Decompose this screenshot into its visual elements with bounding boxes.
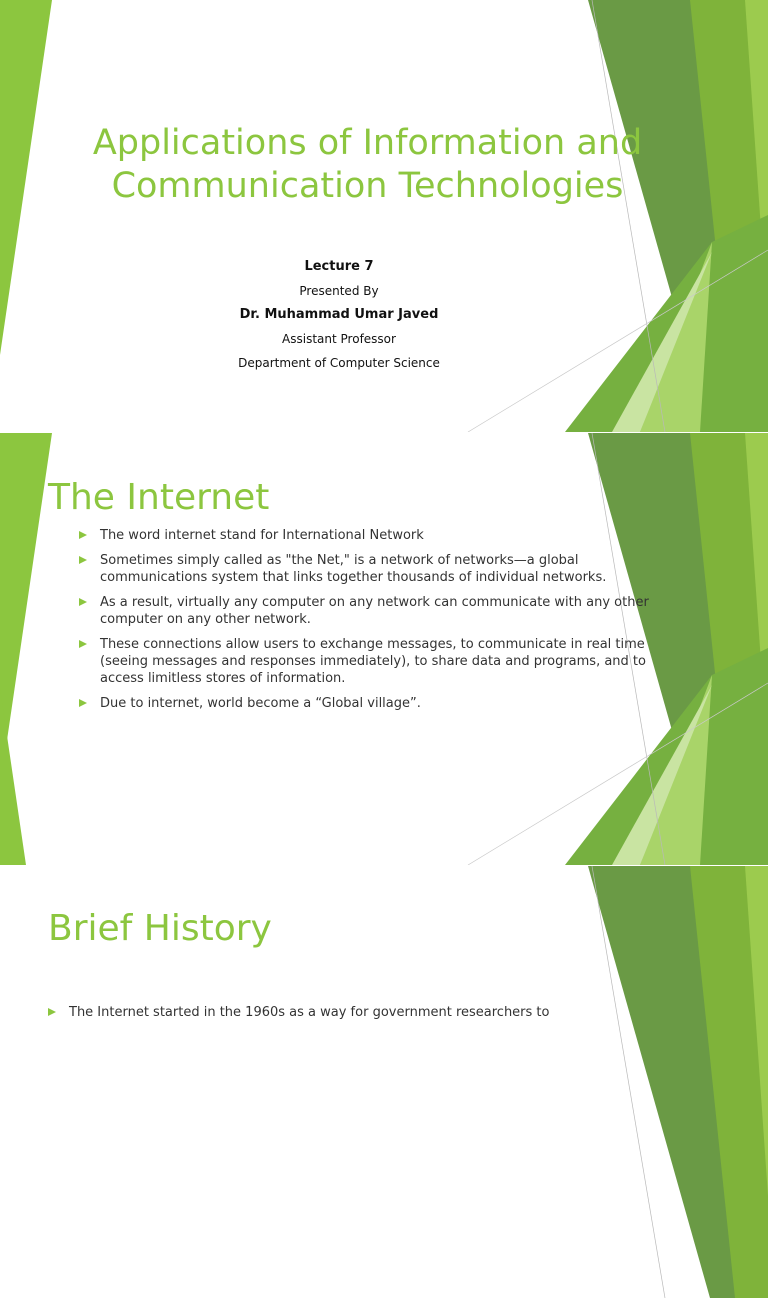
presenter-name: Dr. Muhammad Umar Javed <box>239 307 439 322</box>
slide-title: Applications of Information and Communication Technologies <box>92 123 643 206</box>
title-slide <box>0 0 768 432</box>
bullet-arrow-icon <box>79 531 87 539</box>
bullet-arrow-icon <box>79 699 87 707</box>
bullet-text: The Internet started in the 1960s as a way for government researchers to <box>69 1005 550 1020</box>
slide-title: The Internet <box>48 477 270 518</box>
bullet-arrow-icon <box>48 1008 56 1016</box>
bullet-text: Sometimes simply called as "the Net," is a network of networks—a global communications system that links together thousands of individual networks. <box>100 553 607 585</box>
list-item <box>79 527 651 544</box>
lecture-number: Lecture 7 <box>304 259 374 274</box>
bullet-list <box>48 1004 608 1029</box>
list-item <box>79 552 651 586</box>
bullet-text: Due to internet, world become a “Global village”. <box>100 696 421 711</box>
bullet-text: These connections allow users to exchange messages, to communicate in real time (seeing messages and responses immediately), to share data and programs, and to access limitless stores of information. <box>100 637 646 686</box>
list-item <box>48 1004 608 1021</box>
history-slide <box>0 866 768 1298</box>
list-item <box>79 695 651 712</box>
bullet-arrow-icon <box>79 598 87 606</box>
presented-by-label: Presented By <box>299 284 379 298</box>
bullet-text: As a result, virtually any computer on any network can communicate with any other computer on any other network. <box>100 595 649 627</box>
bullet-arrow-icon <box>79 556 87 564</box>
bullet-list <box>79 527 651 720</box>
presenter-department: Department of Computer Science <box>238 356 440 370</box>
presenter-role: Assistant Professor <box>282 332 396 346</box>
list-item <box>79 594 651 628</box>
bullet-text: The word internet stand for International Network <box>100 528 424 543</box>
bullet-arrow-icon <box>79 640 87 648</box>
list-item <box>79 636 651 687</box>
internet-slide <box>0 433 768 865</box>
slide-title: Brief History <box>48 908 272 949</box>
